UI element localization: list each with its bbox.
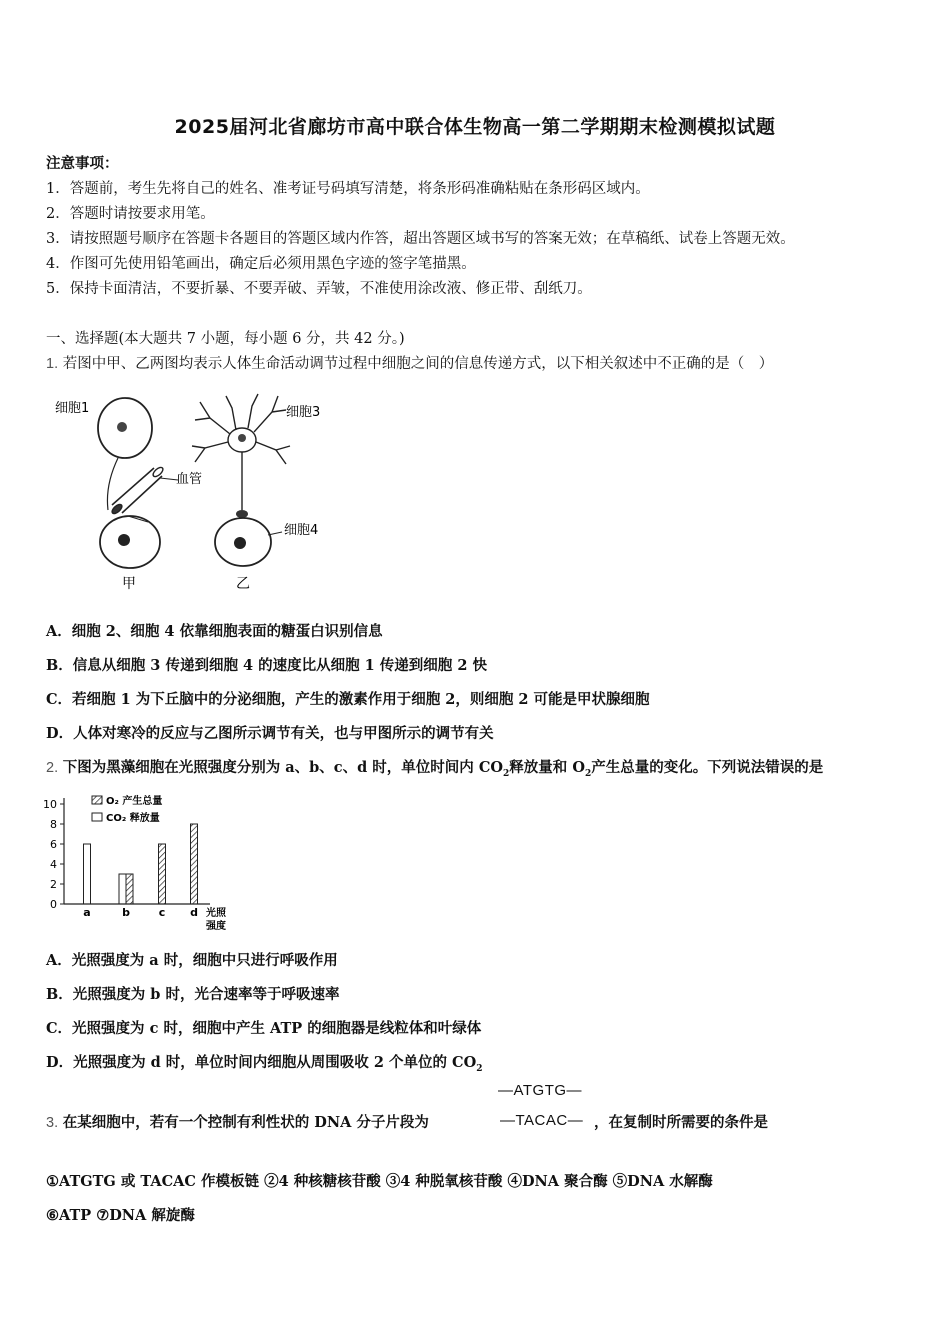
x-tick-label: a [83, 906, 91, 919]
question-number: 1. [46, 356, 59, 372]
legend-o2-label: O₂ 产生总量 [106, 796, 163, 807]
y-tick-label: 10 [43, 798, 57, 811]
blood-vessel [111, 466, 178, 515]
section-heading: 一、选择题(本大题共 7 小题，每小题 6 分，共 42 分。) [46, 331, 405, 347]
signal-arrow [107, 458, 118, 510]
cell2-shape [100, 516, 160, 568]
option-text: D．光照强度为 d 时，单位时间内细胞从周围吸收 2 个单位的 CO [46, 1054, 477, 1071]
cell4-label: 细胞4 [284, 523, 319, 538]
y-tick-label: 8 [50, 818, 57, 831]
y-tick-label: 0 [50, 898, 57, 911]
x-tick-label: c [158, 906, 166, 919]
notice-item: 2．答题时请按要求用笔。 [46, 206, 215, 222]
question-text: 释放量和 O [509, 759, 585, 776]
neuron-nucleus [238, 434, 246, 442]
question-number: 2. [46, 760, 59, 776]
question-text: 若图中甲、乙两图均表示人体生命活动调节过程中细胞之间的信息传递方式，以下相关叙述中不正确的是（ ） [62, 356, 774, 372]
y-tick-label: 6 [50, 838, 57, 851]
question-text: ，在复制时所需要的条件是 [594, 1114, 768, 1131]
dna-bottom-strand: —TACAC— [500, 1112, 584, 1129]
y-tick-label: 4 [50, 858, 57, 871]
question-number: 3. [46, 1115, 59, 1131]
x-axis-label: 光照 [206, 908, 226, 919]
q1-option-b: B．信息从细胞 3 传递到细胞 4 的速度比从细胞 1 传递到细胞 2 快 [46, 657, 487, 674]
bar-chart [40, 790, 250, 940]
dna-top-strand: —ATGTG— [498, 1082, 583, 1099]
legend-co2-label: CO₂ 释放量 [106, 813, 160, 824]
legend-o2-swatch [92, 796, 102, 804]
subscript: 2 [584, 768, 592, 779]
notice-item: 5．保持卡面清洁，不要折暴、不要弄破、弄皱，不准使用涂改液、修正带、刮纸刀。 [46, 281, 592, 297]
y-tick-label: 2 [50, 878, 57, 891]
cell1-label: 细胞1 [55, 401, 90, 416]
q3-conditions: ①ATGTG 或 TACAC 作模板链 ②4 种核糖核苷酸 ③4 种脱氧核苷酸 ④DNA 聚合酶 ⑤DNA 水解酶 [46, 1173, 713, 1190]
question-2-stem [46, 756, 823, 779]
q1-option-d: D．人体对寒冷的反应与乙图所示调节有关，也与甲图所示的调节有关 [46, 725, 494, 742]
o2-bar [126, 874, 133, 904]
notice-item: 1．答题前，考生先将自己的姓名、准考证号码填写清楚，将条形码准确粘贴在条形码区域内。 [46, 181, 650, 197]
co2-bar [119, 874, 126, 904]
x-tick-label: d [190, 906, 198, 919]
synapse-terminal [236, 510, 248, 518]
question-text: 在某细胞中，若有一个控制有利性状的 DNA 分子片段为 [62, 1114, 429, 1131]
x-tick-label: b [122, 906, 130, 919]
q2-option-a: A．光照强度为 a 时，细胞中只进行呼吸作用 [46, 952, 338, 969]
page-title: 2025届河北省廊坊市高中联合体生物高一第二学期期末检测模拟试题 [174, 116, 776, 138]
question-text: 下图为黑藻细胞在光照强度分别为 a、b、c、d 时，单位时间内 CO [62, 759, 504, 776]
x-axis-label: 强度 [206, 921, 226, 932]
q1-option-a: A．细胞 2、细胞 4 依靠细胞表面的糖蛋白识别信息 [46, 623, 383, 640]
subscript: 2 [503, 768, 510, 779]
figure-b-label: 乙 [236, 576, 250, 592]
q2-option-b: B．光照强度为 b 时，光合速率等于呼吸速率 [46, 986, 340, 1003]
cell1-nucleus [117, 422, 127, 432]
question-1-stem [46, 352, 773, 373]
question-text: 产生总量的变化。下列说法错误的是 [591, 759, 824, 776]
vessel-label: 血管 [176, 472, 203, 487]
o2-bar [159, 844, 166, 904]
notice-item: 3．请按照题号顺序在答题卡各题目的答题区域内作答，超出答题区域书写的答案无效；在草稿纸、试卷上答题无效。 [46, 231, 795, 247]
q2-option-d [46, 1051, 482, 1074]
q1-option-c: C．若细胞 1 为下丘脑中的分泌细胞，产生的激素作用于细胞 2，则细胞 2 可能是甲状腺细胞 [46, 691, 650, 708]
legend-co2-swatch [92, 813, 102, 821]
o2-bar [191, 824, 198, 904]
cell-signaling-figure [50, 390, 350, 595]
co2-bar [84, 844, 91, 904]
q2-option-c: C．光照强度为 c 时，细胞中产生 ATP 的细胞器是线粒体和叶绿体 [46, 1020, 482, 1037]
dna-fragment [480, 1082, 590, 1136]
subscript: 2 [476, 1063, 483, 1074]
q3-conditions: ⑥ATP ⑦DNA 解旋酶 [46, 1207, 195, 1224]
cell3-label: 细胞3 [286, 405, 321, 420]
neuron-cell3 [192, 394, 290, 510]
question-3-stem [46, 1111, 429, 1132]
cell4-nucleus [234, 537, 246, 549]
notice-heading: 注意事项： [46, 155, 119, 172]
cell2-nucleus [118, 534, 130, 546]
figure-a-label: 甲 [122, 576, 136, 592]
notice-item: 4．作图可先使用铅笔画出，确定后必须用黑色字迹的签字笔描黑。 [46, 256, 476, 272]
